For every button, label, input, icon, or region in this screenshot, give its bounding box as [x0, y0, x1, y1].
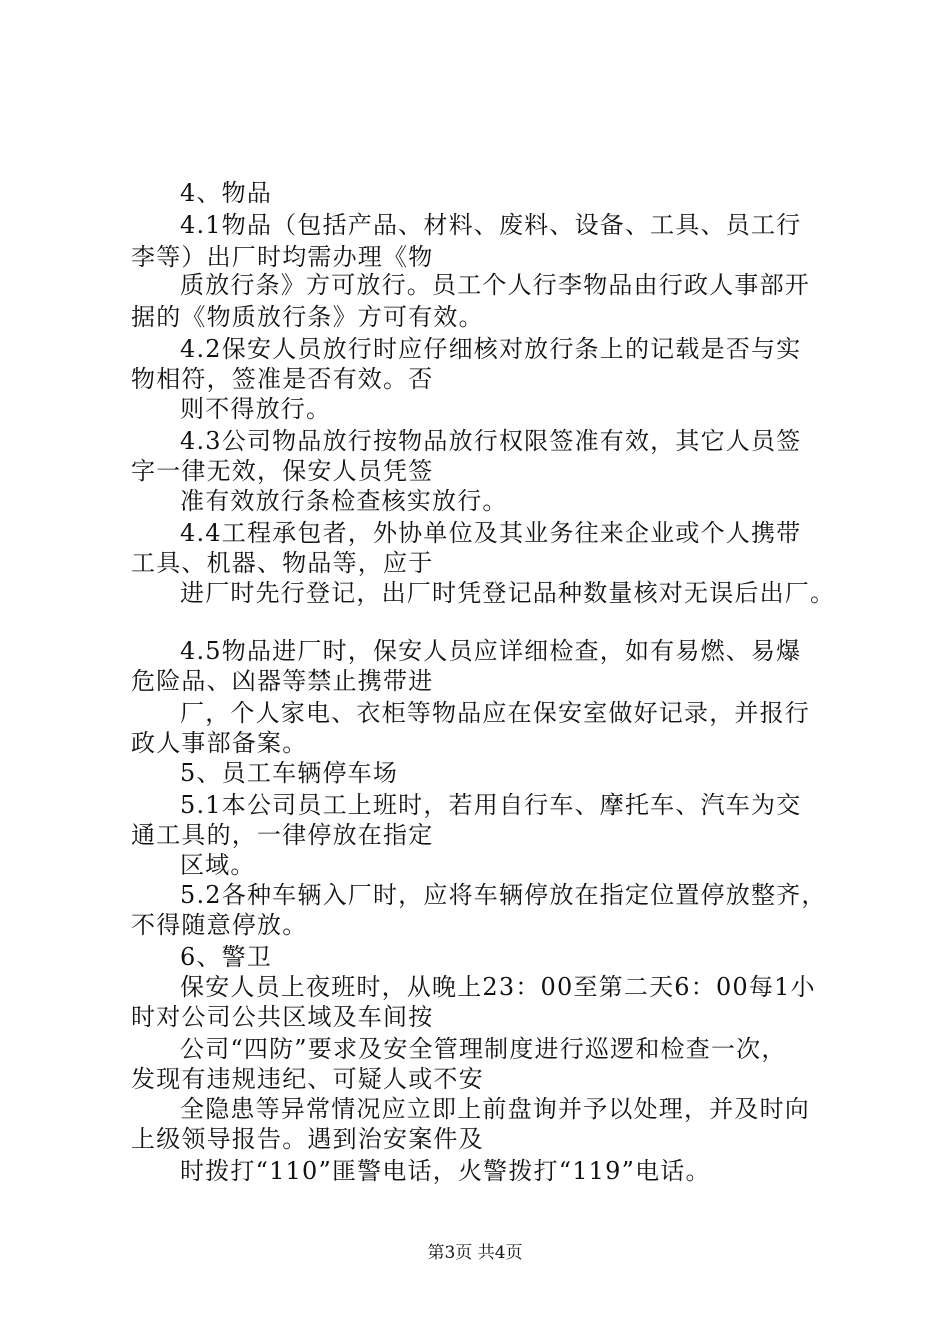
text-line: 5.2各种车辆入厂时，应将车辆停放在指定位置停放整齐，: [180, 881, 827, 909]
text-line: 时拨打“110”匪警电话，火警拨打“119”电话。: [180, 1157, 711, 1185]
text-line: 5.1本公司员工上班时，若用自行车、摩托车、汽车为交: [180, 791, 802, 819]
text-line: 不得随意停放。: [131, 911, 308, 939]
text-line: 政人事部备案。: [131, 729, 308, 757]
text-line: 工具、机器、物品等，应于: [131, 549, 434, 577]
text-line: 物相符，签准是否有效。否: [131, 365, 434, 393]
text-line: 危险品、凶器等禁止携带进: [131, 667, 434, 695]
text-line: 4、物品: [180, 179, 273, 207]
text-line: 时对公司公共区域及车间按: [131, 1003, 434, 1031]
text-line: 发现有违规违纪、可疑人或不安: [131, 1065, 484, 1093]
text-line: 通工具的，一律停放在指定: [131, 821, 434, 849]
page-footer: 第3页 共4页: [427, 1243, 523, 1263]
text-line: 厂，个人家电、衣柜等物品应在保安室做好记录，并报行: [180, 699, 810, 727]
text-line: 全隐患等异常情况应立即上前盘询并予以处理，并及时向: [180, 1095, 810, 1123]
text-line: 5、员工车辆停车场: [180, 759, 399, 787]
text-line: 区域。: [180, 851, 256, 879]
text-line: 4.2保安人员放行时应仔细核对放行条上的记载是否与实: [180, 335, 802, 363]
text-line: 准有效放行条检查核实放行。: [180, 487, 508, 515]
text-line: 质放行条》方可放行。员工个人行李物品由行政人事部开: [180, 271, 810, 299]
text-line: 上级领导报告。遇到治安案件及: [131, 1125, 484, 1153]
text-line: 公司“四防”要求及安全管理制度进行巡逻和检查一次，: [180, 1035, 787, 1063]
text-line: 4.3公司物品放行按物品放行权限签准有效，其它人员签: [180, 427, 802, 455]
text-line: 6、警卫: [180, 943, 273, 971]
text-line: 据的《物质放行条》方可有效。: [131, 303, 484, 331]
text-line: 李等）出厂时均需办理《物: [131, 243, 434, 271]
text-line: 保安人员上夜班时，从晚上23：00至第二天6：00每1小: [180, 973, 816, 1001]
text-line: 4.1物品（包括产品、材料、废料、设备、工具、员工行: [180, 211, 802, 239]
text-line: 4.4工程承包者，外协单位及其业务往来企业或个人携带: [180, 519, 802, 547]
text-line: 则不得放行。: [180, 395, 332, 423]
text-line: 4.5物品进厂时，保安人员应详细检查，如有易燃、易爆: [180, 637, 802, 665]
text-line: 进厂时先行登记，出厂时凭登记品种数量核对无误后出厂。: [180, 579, 836, 607]
text-line: 字一律无效，保安人员凭签: [131, 457, 434, 485]
